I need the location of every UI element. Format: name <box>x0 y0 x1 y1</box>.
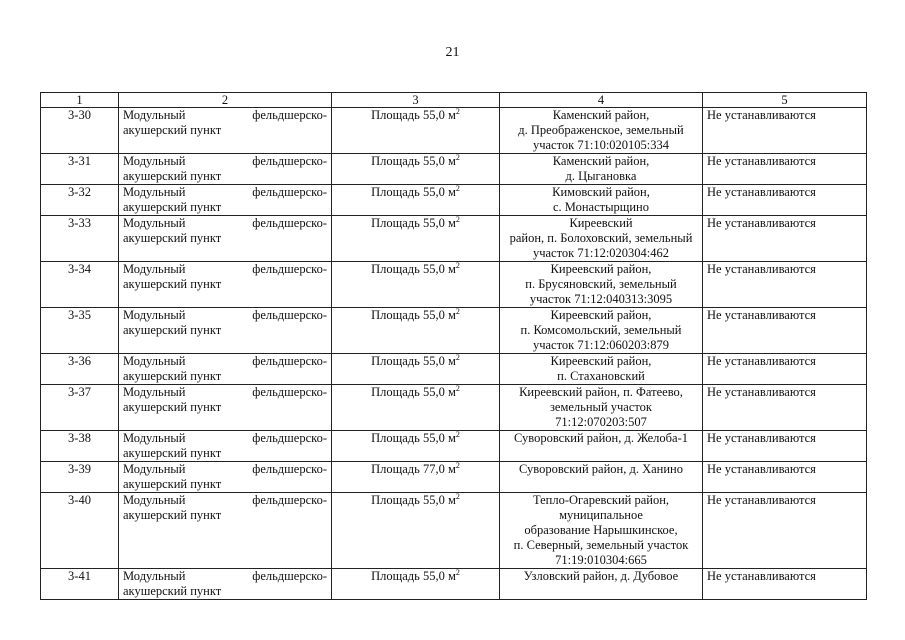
table-row <box>41 262 867 308</box>
object-name-line <box>123 185 327 200</box>
row-number: 3-34 <box>41 262 119 308</box>
object-name-word: фельдшерско- <box>252 462 327 476</box>
table-row <box>41 385 867 431</box>
object-name-word: фельдшерско- <box>252 262 327 276</box>
address-cell <box>500 185 703 216</box>
object-name-cell <box>119 569 332 600</box>
address-line: Каменский район, <box>552 154 650 168</box>
address-line: район, п. Болоховский, земельный <box>509 231 693 245</box>
address-cell <box>500 154 703 185</box>
address-line: д. Цыгановка <box>565 169 637 183</box>
object-name-cell <box>119 216 332 262</box>
address-cell <box>500 569 703 600</box>
object-name-word: Модульный <box>123 154 186 168</box>
address-line: Киреевский район, <box>550 262 652 276</box>
object-name-word: фельдшерско- <box>252 108 327 122</box>
object-name-word: Модульный <box>123 354 186 368</box>
table-row <box>41 185 867 216</box>
address-line: п. Стахановский <box>557 369 645 383</box>
area-unit-superscript: 2 <box>455 492 460 501</box>
address-line: образование Нарышкинское, <box>524 523 678 537</box>
area-cell <box>332 262 500 308</box>
row-number: 3-35 <box>41 308 119 354</box>
object-name-cell <box>119 262 332 308</box>
area-value: Площадь 55,0 м <box>371 216 456 230</box>
object-name-line <box>123 385 327 400</box>
address-cell <box>500 462 703 493</box>
object-name-line <box>123 431 327 446</box>
address-cell <box>500 308 703 354</box>
column-header: 1 <box>41 93 119 108</box>
address-cell <box>500 262 703 308</box>
row-number: 3-40 <box>41 493 119 569</box>
table-row <box>41 354 867 385</box>
restriction-cell: Не устанавливаются <box>703 569 867 600</box>
object-name-word: фельдшерско- <box>252 385 327 399</box>
area-unit-superscript: 2 <box>455 568 460 577</box>
address-line: участок 71:10:020105:334 <box>532 138 670 152</box>
object-name-word: фельдшерско- <box>252 185 327 199</box>
area-cell <box>332 385 500 431</box>
address-line: Кимовский район, <box>552 185 650 199</box>
row-number: 3-38 <box>41 431 119 462</box>
object-name-line: акушерский пункт <box>123 277 222 291</box>
area-cell <box>332 154 500 185</box>
object-name-line: акушерский пункт <box>123 369 222 383</box>
object-name-line: акушерский пункт <box>123 477 222 491</box>
area-cell <box>332 354 500 385</box>
object-name-word: Модульный <box>123 493 186 507</box>
object-name-cell <box>119 154 332 185</box>
area-value: Площадь 55,0 м <box>371 493 456 507</box>
address-line: Узловский район, д. Дубовое <box>523 569 679 583</box>
object-name-line <box>123 262 327 277</box>
object-name-line: акушерский пункт <box>123 169 222 183</box>
area-cell <box>332 462 500 493</box>
address-line: Каменский район, <box>552 108 650 122</box>
row-number: 3-37 <box>41 385 119 431</box>
column-header: 3 <box>332 93 500 108</box>
area-value: Площадь 55,0 м <box>371 262 456 276</box>
restriction-cell: Не устанавливаются <box>703 108 867 154</box>
address-line: п. Брусяновский, земельный <box>525 277 677 291</box>
page-number: 21 <box>445 45 460 60</box>
object-name-word: фельдшерско- <box>252 569 327 583</box>
object-name-line: акушерский пункт <box>123 323 222 337</box>
object-name-word: Модульный <box>123 385 186 399</box>
object-name-word: Модульный <box>123 308 186 322</box>
area-value: Площадь 55,0 м <box>371 354 456 368</box>
row-number: 3-32 <box>41 185 119 216</box>
address-line: п. Комсомольский, земельный <box>520 323 682 337</box>
row-number: 3-41 <box>41 569 119 600</box>
address-cell <box>500 354 703 385</box>
area-unit-superscript: 2 <box>455 153 460 162</box>
object-name-line <box>123 569 327 584</box>
address-line: Суворовский район, д. Ханино <box>519 462 683 476</box>
object-name-word: фельдшерско- <box>252 154 327 168</box>
object-name-cell <box>119 108 332 154</box>
address-line: участок 71:12:060203:879 <box>532 338 670 352</box>
object-name-line <box>123 354 327 369</box>
restriction-cell: Не устанавливаются <box>703 154 867 185</box>
table-row <box>41 493 867 569</box>
row-number: 3-30 <box>41 108 119 154</box>
area-value: Площадь 55,0 м <box>371 431 456 445</box>
object-name-cell <box>119 431 332 462</box>
object-name-cell <box>119 354 332 385</box>
area-cell <box>332 431 500 462</box>
address-line: 71:19:010304:665 <box>555 553 647 567</box>
area-unit-superscript: 2 <box>455 261 460 270</box>
object-name-line: акушерский пункт <box>123 231 222 245</box>
address-line: Киреевский район, <box>550 308 652 322</box>
object-name-cell <box>119 462 332 493</box>
row-number: 3-33 <box>41 216 119 262</box>
area-unit-superscript: 2 <box>455 184 460 193</box>
row-number: 3-31 <box>41 154 119 185</box>
object-name-word: фельдшерско- <box>252 493 327 507</box>
address-cell <box>500 431 703 462</box>
object-name-word: фельдшерско- <box>252 431 327 445</box>
area-unit-superscript: 2 <box>455 430 460 439</box>
object-name-line: акушерский пункт <box>123 446 222 460</box>
area-value: Площадь 55,0 м <box>371 154 456 168</box>
table-row <box>41 431 867 462</box>
object-name-word: Модульный <box>123 108 186 122</box>
object-name-cell <box>119 493 332 569</box>
restriction-cell: Не устанавливаются <box>703 262 867 308</box>
object-name-line <box>123 308 327 323</box>
area-value: Площадь 77,0 м <box>371 462 456 476</box>
address-line: п. Северный, земельный участок <box>513 538 689 552</box>
address-line: Киреевский район, п. Фатеево, <box>519 385 683 399</box>
table-row <box>41 154 867 185</box>
object-name-line: акушерский пункт <box>123 400 222 414</box>
area-cell <box>332 185 500 216</box>
address-line: д. Преображенское, земельный <box>518 123 684 137</box>
table-row <box>41 108 867 154</box>
restriction-cell: Не устанавливаются <box>703 462 867 493</box>
row-number: 3-36 <box>41 354 119 385</box>
address-cell <box>500 108 703 154</box>
restriction-cell: Не устанавливаются <box>703 431 867 462</box>
address-line: муниципальное <box>559 508 643 522</box>
address-line: земельный участок <box>549 400 653 414</box>
area-value: Площадь 55,0 м <box>371 185 456 199</box>
area-unit-superscript: 2 <box>455 215 460 224</box>
address-line: 71:12:070203:507 <box>555 415 647 429</box>
area-cell <box>332 216 500 262</box>
object-name-line: акушерский пункт <box>123 584 222 598</box>
object-name-word: Модульный <box>123 462 186 476</box>
table-row <box>41 569 867 600</box>
address-line: Суворовский район, д. Желоба-1 <box>513 431 688 445</box>
object-name-word: Модульный <box>123 262 186 276</box>
address-line: участок 71:12:040313:3095 <box>529 292 673 306</box>
table-body <box>41 93 867 600</box>
area-cell <box>332 493 500 569</box>
table-row <box>41 216 867 262</box>
object-name-line: акушерский пункт <box>123 508 222 522</box>
area-value: Площадь 55,0 м <box>371 569 456 583</box>
address-line: Киреевский район, <box>550 354 652 368</box>
object-name-word: Модульный <box>123 216 186 230</box>
area-cell <box>332 569 500 600</box>
address-line: с. Монастырщино <box>552 200 649 214</box>
object-name-word: фельдшерско- <box>252 354 327 368</box>
area-cell <box>332 108 500 154</box>
object-name-line <box>123 462 327 477</box>
restriction-cell: Не устанавливаются <box>703 216 867 262</box>
address-cell <box>500 216 703 262</box>
address-cell <box>500 493 703 569</box>
address-cell <box>500 385 703 431</box>
object-name-cell <box>119 308 332 354</box>
restriction-cell: Не устанавливаются <box>703 354 867 385</box>
area-unit-superscript: 2 <box>455 307 460 316</box>
objects-table <box>40 92 867 600</box>
object-name-line <box>123 154 327 169</box>
area-unit-superscript: 2 <box>455 384 460 393</box>
object-name-line <box>123 108 327 123</box>
area-value: Площадь 55,0 м <box>371 385 456 399</box>
area-unit-superscript: 2 <box>455 107 460 116</box>
object-name-cell <box>119 185 332 216</box>
row-number: 3-39 <box>41 462 119 493</box>
area-cell <box>332 308 500 354</box>
column-header: 5 <box>703 93 867 108</box>
object-name-line <box>123 216 327 231</box>
table-row <box>41 462 867 493</box>
object-name-line: акушерский пункт <box>123 200 222 214</box>
column-header: 4 <box>500 93 703 108</box>
address-line: Киреевский <box>569 216 633 230</box>
restriction-cell: Не устанавливаются <box>703 308 867 354</box>
address-line: участок 71:12:020304:462 <box>532 246 670 260</box>
object-name-cell <box>119 385 332 431</box>
object-name-word: фельдшерско- <box>252 308 327 322</box>
object-name-line <box>123 493 327 508</box>
area-value: Площадь 55,0 м <box>371 308 456 322</box>
object-name-word: Модульный <box>123 569 186 583</box>
object-name-word: Модульный <box>123 431 186 445</box>
restriction-cell: Не устанавливаются <box>703 493 867 569</box>
area-unit-superscript: 2 <box>455 353 460 362</box>
object-name-word: Модульный <box>123 185 186 199</box>
object-name-line: акушерский пункт <box>123 123 222 137</box>
address-line: Тепло-Огаревский район, <box>532 493 670 507</box>
column-header: 2 <box>119 93 332 108</box>
area-value: Площадь 55,0 м <box>371 108 456 122</box>
restriction-cell: Не устанавливаются <box>703 185 867 216</box>
area-unit-superscript: 2 <box>455 461 460 470</box>
object-name-word: фельдшерско- <box>252 216 327 230</box>
table-header-row <box>41 93 867 108</box>
restriction-cell: Не устанавливаются <box>703 385 867 431</box>
table-row <box>41 308 867 354</box>
